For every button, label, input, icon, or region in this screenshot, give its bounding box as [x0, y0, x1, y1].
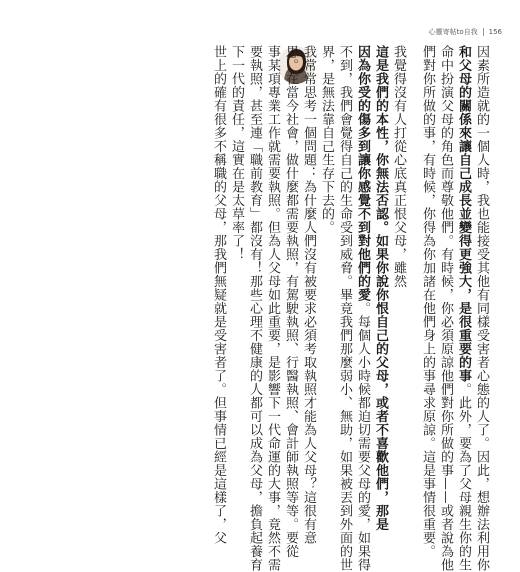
text-column: [473, 45, 490, 572]
running-header: [429, 27, 502, 37]
header-title: 心靈寄帖to自我: [428, 28, 478, 36]
text-column: [372, 45, 389, 531]
bold-phrase: 和父母的關係來讓自己成長並變得更強大，是很重要的事: [456, 45, 471, 383]
paragraph-gap: [408, 45, 418, 455]
text-column: [354, 45, 371, 572]
text-run: 因素所造就的一個人時，我也能接受其他有同樣受害者心態的人了。因此，想辦法利用你: [474, 45, 489, 572]
bold-phrase: 因為你受的傷多到讓你感覺不到對他們的愛: [355, 45, 370, 302]
text-run: 事某項專業工作就需要執照。但為人父母如此重要，是影響下一代命運的大事，竟然不需: [265, 45, 280, 572]
text-column: [210, 45, 227, 545]
bold-phrase: 這是我們的本性，你無法否認。如果你說你恨自己的父母，或者不喜歡他們，那是: [373, 45, 388, 531]
text-run: 世上的確有很多不稱職的父母，那我們無疑就是受害者了。但事情已經是這樣了，父: [211, 45, 226, 545]
text-column: [264, 45, 281, 572]
header-divider: [483, 28, 484, 36]
body-text: [100, 45, 490, 572]
text-run: 下一代的責任，這實在是太草率了！: [229, 45, 244, 261]
text-run: 不到，我們會覺得自己的生命受到威脅。畢竟我們那麼弱小、無助，如果被丟到外面的世: [337, 45, 352, 572]
text-run: 思。在當今社會，做什麼都需要執照，有駕駛執照、行醫執照、會計師執照等等。要從: [283, 45, 298, 558]
text-run: 。此外，要為了父母親生你的生: [456, 382, 471, 572]
text-run: 界，是無法靠自己生存下去的。: [319, 45, 334, 234]
text-run: 們對你所做的事，有時候，你得為你加諸在他們身上的事尋求原諒。這是事情很重要。: [420, 45, 435, 558]
text-run: 。每個人小時候都迫切需要父母的愛，如果得: [355, 301, 370, 572]
text-column: [455, 45, 472, 572]
text-column: [246, 45, 263, 572]
text-column: [419, 45, 436, 558]
text-column: [318, 45, 335, 455]
text-column: [228, 45, 245, 455]
text-run: 我覺得沒有人打從心底真正恨父母，雖然: [391, 45, 406, 288]
text-run: 命中扮演父母的角色而尊敬他們。有時候，你必須原諒他們對你所做的事——或者說為他: [438, 45, 453, 572]
text-column: [390, 45, 407, 455]
text-column: [336, 45, 353, 572]
page-number: 156: [488, 28, 502, 36]
text-column: [437, 45, 454, 572]
text-column: [300, 45, 317, 545]
text-run: 要執照，甚至連「職前教育」都沒有！那些心理不健康的人都可以成為父母，擔負起養育: [247, 45, 262, 572]
text-run: 我常常思考一個問題：為什麼人們沒有被要求必須考取執照才能為人父母？這很有意: [301, 45, 316, 545]
text-column: [282, 45, 299, 558]
